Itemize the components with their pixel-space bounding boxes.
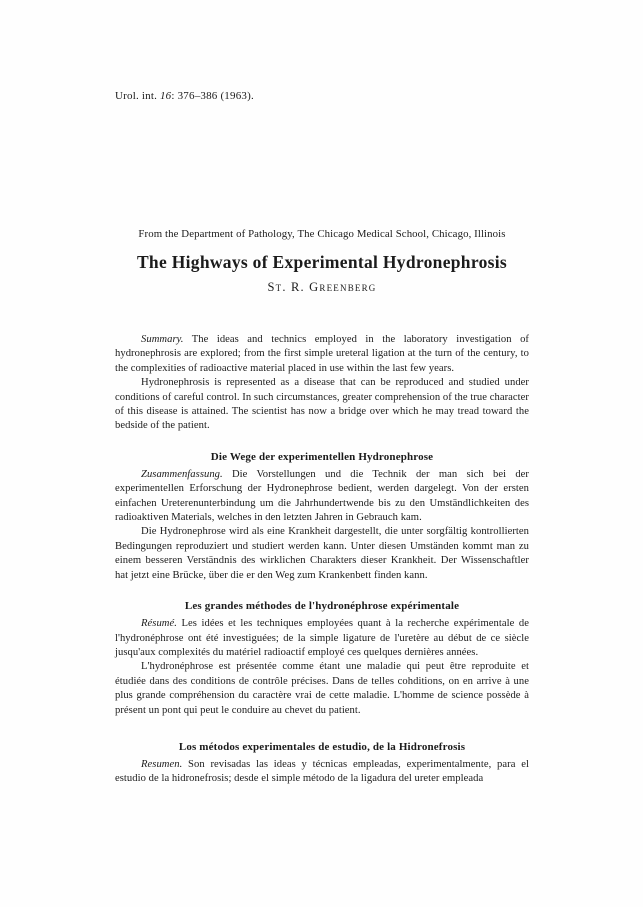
text-column [115,0,529,787]
abstract-spanish [115,741,529,787]
abstract-german [115,451,529,583]
german-abstract-text: Die Vorstellungen und die Technik der man sich bei der experimentellen Erforschung der Hydronephrose bedient, werden dargelegt. Von der ersten einfachen Ureterenunterbindung um die Jahrhundertwende bis zu den Umständlichkeiten des radioaktiven Materials, welches in den letzten Jahren in Gebrauch kam. [115,468,529,524]
spanish-abstract-paragraph-1 [115,758,529,787]
citation-volume: 16 [159,90,172,102]
german-abstract-heading: Die Wege der experimentellen Hydronephrose [210,450,434,463]
spanish-abstract-lead: Resumen. [141,758,183,770]
english-summary-text: The ideas and technics employed in the laboratory investigation of hydronephrosis are explored; from the first simple ureteral ligation at the turn of the century, to the complexities of radioactive material placed in use within the last few years. [115,334,529,374]
french-abstract-text: Les idées et les techniques employées quant à la recherche expérimentale de l'hydronéphrose ont été investiguées; de la simple ligature de l'uretère au début de ce siècle jusqu'aux complexités du matériel radioactif employé ces quelques dernières années. [115,618,529,658]
english-summary-paragraph-2: Hydronephrosis is represented as a disease that can be reproduced and studied under conditions of careful control. In such circumstances, greater comprehension of the true character of this disease is attained. The scientist has now a bridge over which he may tread toward the bedside of the patient. [115,377,529,432]
french-abstract-paragraph-2: L'hydronéphrose est présentée comme étant une maladie qui peut être reproduite et étudiée dans des conditions de contrôle précises. Dans de telles cohditions, on en arrive à une plus grande compréhension du caractère vrai de cette maladie. L'homme de science possède à présent un pont qui peut le conduire au chevet du patient. [115,661,529,716]
german-abstract-paragraph-2: Die Hydronephrose wird als eine Krankheit dargestellt, die unter sorgfältig kontrollierten Bedingungen reproduziert und studiert werden kann. Unter diesen Umständen kommt man zu einem besseren Verständnis des wirklichen Charakters dieser Krankheit. Der Wissenschaftler hat jetzt eine Brücke, über die er den Weg zum Krankenbett finden kann. [115,526,529,581]
article-title: The Highways of Experimental Hydronephrosis [136,252,508,272]
english-summary-paragraph-1 [115,333,529,376]
spanish-abstract-text: Son revisadas las ideas y técnicas empleadas, experimentalmente, para el estudio de la hidronefrosis; desde el simple método de la ligadura del ureter empleada [115,758,529,785]
french-abstract-lead: Résumé. [141,618,177,630]
german-abstract-lead: Zusammenfassung. [141,468,223,480]
citation-pages-year: : 376–386 (1963). [171,90,254,102]
english-summary-lead: Summary. [141,334,184,345]
spanish-abstract-heading: Los métodos experimentales de estudio, de la Hidronefrosis [178,740,466,753]
author-name: St. R. Greenberg [267,280,377,294]
french-abstract-heading: Les grandes méthodes de l'hydronéphrose expérimentale [184,600,460,613]
abstract-french [115,600,529,718]
affiliation-line: From the Department of Pathology, The Chicago Medical School, Chicago, Illinois [138,228,506,240]
journal-citation [115,90,529,102]
french-abstract-paragraph-1 [115,617,529,660]
abstract-english [115,333,529,434]
german-abstract-paragraph-1 [115,468,529,526]
citation-journal-abbrev: Urol. int. [115,90,160,102]
